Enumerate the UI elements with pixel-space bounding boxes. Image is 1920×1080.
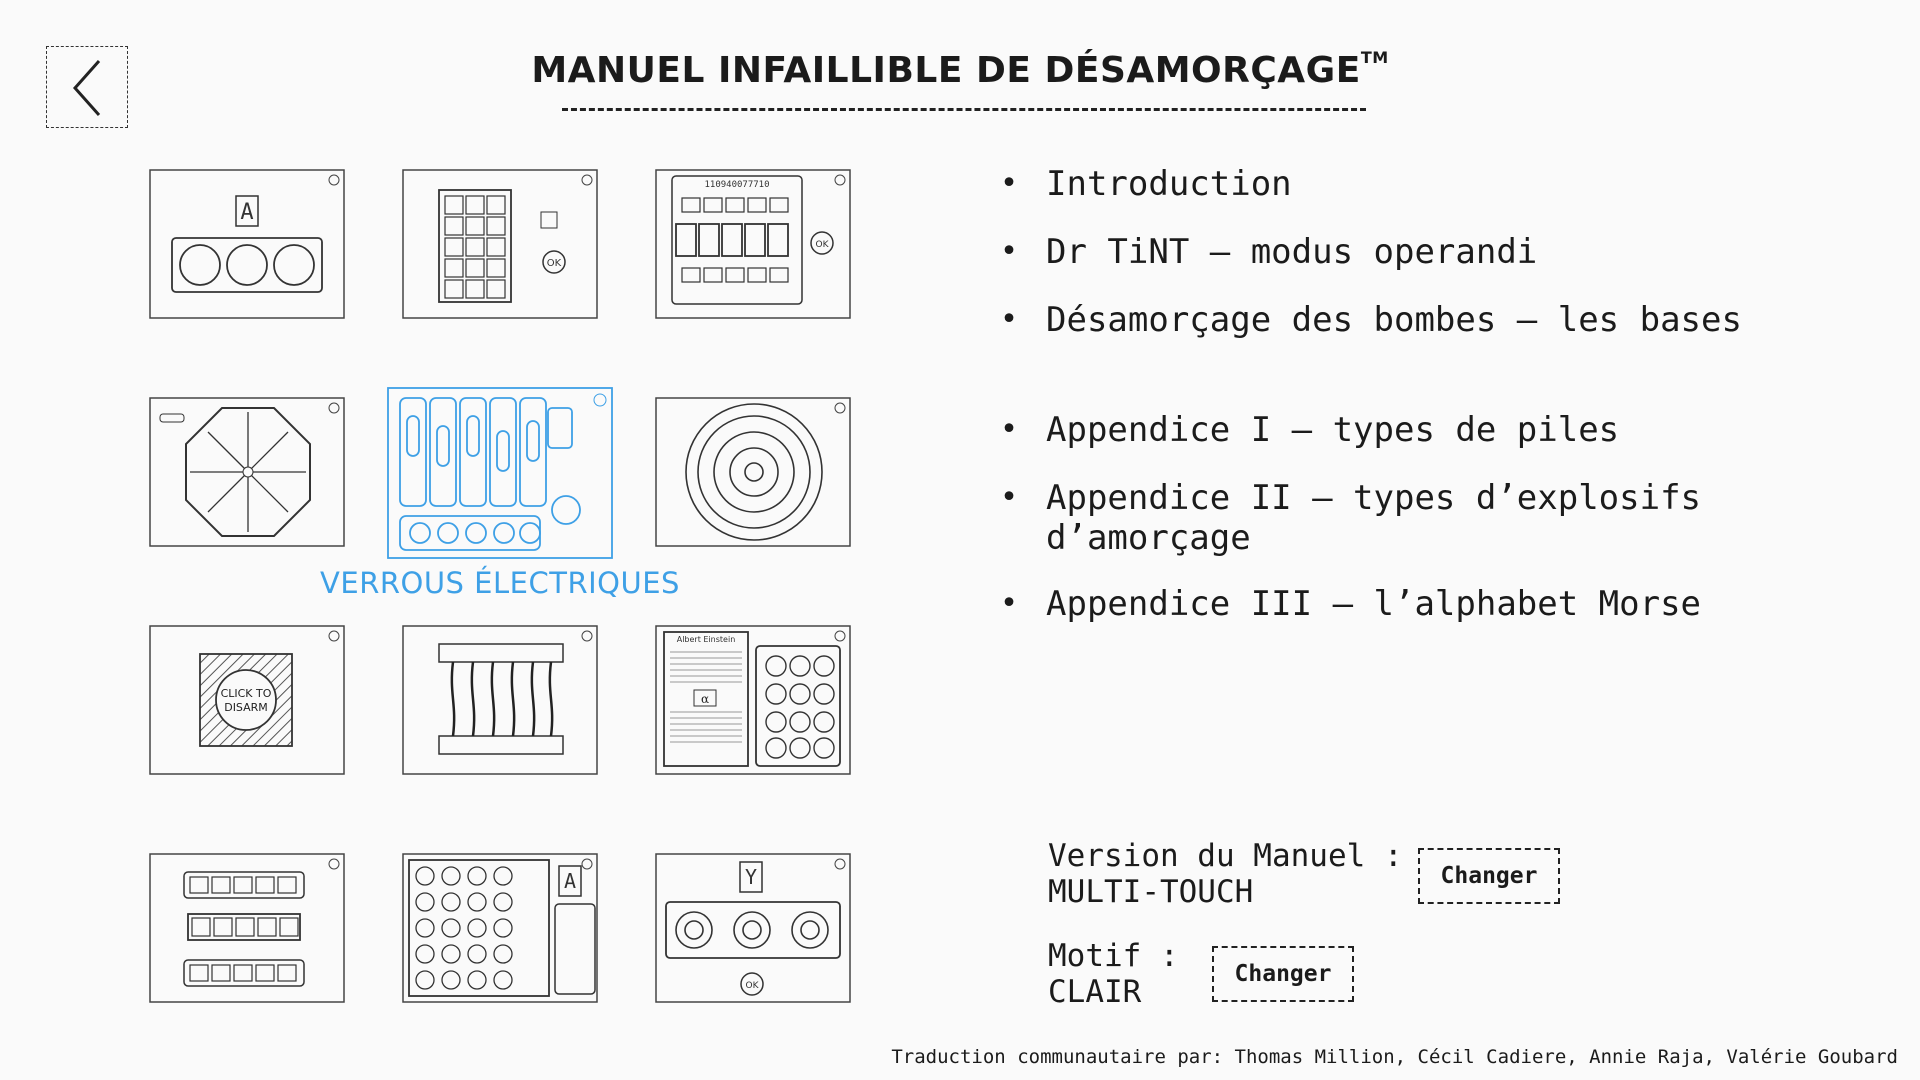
circle-grid-digit-icon: [401, 852, 599, 1004]
toc-bullet: •: [1000, 412, 1019, 447]
toc-item-label: Appendice II – types d’explosifs: [1046, 478, 1702, 518]
wires-panel-icon: [401, 624, 599, 776]
click-to-text: CLICK TO: [220, 687, 272, 700]
module-code-rollers[interactable]: [654, 168, 852, 320]
toc-item-appendice-1[interactable]: [1000, 410, 1806, 450]
change-version-button[interactable]: Changer: [1418, 848, 1560, 904]
toc-item-les-bases[interactable]: [1000, 300, 1806, 340]
module-keypad-grid[interactable]: [401, 168, 599, 320]
module-wires[interactable]: [401, 624, 599, 776]
symbol-rollers-icon: [148, 852, 346, 1004]
svg-text:A: A: [240, 200, 254, 225]
module-dial-maze[interactable]: [654, 396, 852, 548]
toc-item-label: Introduction: [1046, 164, 1292, 204]
toc-item-label: Appendice III – l’alphabet Morse: [1046, 584, 1702, 624]
click-to-disarm-icon: [148, 624, 346, 776]
svg-text:OK: OK: [745, 981, 759, 991]
change-theme-button[interactable]: Changer: [1212, 946, 1354, 1002]
svg-text:α: α: [700, 692, 710, 706]
toc-item-label-line2: d’amorçage: [1046, 518, 1251, 558]
version-label: Version du Manuel :: [1048, 838, 1403, 874]
toc-item-appendice-2[interactable]: [1000, 478, 1806, 558]
credits-text: Traduction communautaire par: Thomas Million, Cécil Cadiere, Annie Raja, Valérie Goubard: [891, 1046, 1898, 1068]
version-value: MULTI-TOUCH: [1048, 874, 1254, 910]
octagon-wheel-icon: [148, 396, 346, 548]
digit-display-three-buttons-icon: [148, 168, 346, 320]
svg-text:OK: OK: [546, 258, 562, 269]
selected-module-label: VERROUS ÉLECTRIQUES: [320, 566, 680, 600]
code-rollers-text: 110940077710: [704, 180, 770, 190]
module-click-to-disarm[interactable]: [148, 624, 346, 776]
toc-bullet: •: [1000, 586, 1019, 621]
toc-item-modus-operandi[interactable]: [1000, 232, 1806, 272]
svg-text:OK: OK: [815, 240, 829, 250]
module-symbol-rollers[interactable]: [148, 852, 346, 1004]
theme-label: Motif :: [1048, 938, 1179, 974]
title-underline: [562, 108, 1366, 111]
page-title: MANUEL INFAILLIBLE DE DÉSAMORÇAGE™: [531, 48, 1389, 91]
toc-item-introduction[interactable]: [1000, 164, 1806, 204]
three-dials-digit: Y: [744, 865, 758, 889]
round-dial-icon: [654, 396, 852, 548]
electric-locks-icon: [386, 386, 614, 560]
toc-bullet: •: [1000, 480, 1019, 515]
trademark-mark: TM: [1360, 48, 1389, 67]
module-digit-buttons[interactable]: [148, 168, 346, 320]
module-electric-locks[interactable]: [386, 386, 614, 560]
toc-item-appendice-3[interactable]: [1000, 584, 1806, 624]
einstein-panel-icon: [654, 624, 852, 776]
einstein-plate-text: Albert Einstein: [676, 635, 736, 644]
toc-bullet: •: [1000, 166, 1019, 201]
keypad-grid-ok-icon: [401, 168, 599, 320]
svg-text:A: A: [563, 869, 577, 893]
toc-item-label: Désamorçage des bombes – les bases: [1046, 300, 1742, 340]
module-three-dials[interactable]: [654, 852, 852, 1004]
toc-bullet: •: [1000, 302, 1019, 337]
code-rollers-ok-icon: [654, 168, 852, 320]
toc-item-label: Dr TiNT – modus operandi: [1046, 232, 1538, 272]
disarm-text: DISARM: [224, 701, 268, 714]
theme-value: CLAIR: [1048, 974, 1142, 1010]
module-circle-grid[interactable]: [401, 852, 599, 1004]
toc-bullet: •: [1000, 234, 1019, 269]
three-dials-ok-icon: [654, 852, 852, 1004]
toc-item-label: Appendice I – types de piles: [1046, 410, 1620, 450]
module-octagon-wheel[interactable]: [148, 396, 346, 548]
module-einstein-panel[interactable]: [654, 624, 852, 776]
